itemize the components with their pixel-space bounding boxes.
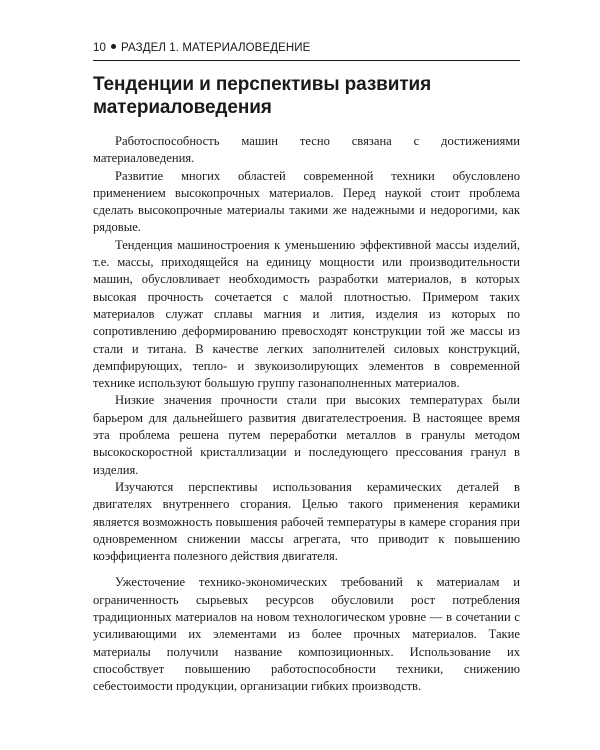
paragraph: Развитие многих областей современной техники обусловлено применением высокопрочных материалов. Перед наукой стоит проблема сделать высокопрочные материалы такими же надежными и недорогими, как рядовые. — [93, 168, 520, 235]
header-rule — [93, 60, 520, 61]
paragraph: Работоспособность машин тесно связана с достижениями материаловедения. — [93, 134, 520, 166]
book-page — [93, 40, 520, 696]
page-number: 10 — [93, 42, 106, 54]
paragraph: Ужесточение технико-экономических требований к материалам и ограниченность сырьевых ресурсов обусловили рост потребления традиционных материалов на новом технологическом уровне — в сочетании с усиливающими их элементами из более прочных материалов. Такие материалы получили название композиционных. Использование их способствует повышению работоспособности техники, снижению себестоимости продукции, организации гибких производств. — [93, 575, 520, 694]
section-title: РАЗДЕЛ 1. МАТЕРИАЛОВЕДЕНИЕ — [121, 42, 311, 54]
paragraph: Тенденция машиностроения к уменьшению эффективной массы изделий, т.е. массы, приходящейся на единицу мощности или производительности машин, обусловливает необходимость разработки материалов, в которых высокая прочность сочетается с малой плотностью. Примером таких материалов служат сплавы магния и лития, изделия из которых по сопротивлению деформированию превосходят конструкции той же массы из стали и титана. В качестве легких заполнителей силовых конструкций, демпфирующих, тепло- и звукоизолирующих элементов в современной технике используют большую группу газонаполненных материалов. — [93, 237, 520, 391]
paragraph: Низкие значения прочности стали при высоких температурах были барьером для дальнейшего развития двигателестроения. В настоящее время эта проблема решена путем переработки металлов в гранулы методом высокоскоростной кристаллизации и последующего прессования гранул в изделия. — [93, 393, 520, 477]
bullet-separator-icon — [111, 44, 116, 49]
paragraph: Изучаются перспективы использования керамических деталей в двигателях внутреннего сгорания. Целью такого применения керамики является возможность повышения рабочей температуры в камере сгорания при одновременном снижении массы агрегата, что приводит к повышению коэффициента полезного действия двигателя. — [93, 479, 520, 564]
chapter-heading: Тенденции и перспективы развития материаловедения — [93, 74, 432, 118]
running-header — [93, 40, 520, 56]
body-text — [93, 133, 520, 696]
